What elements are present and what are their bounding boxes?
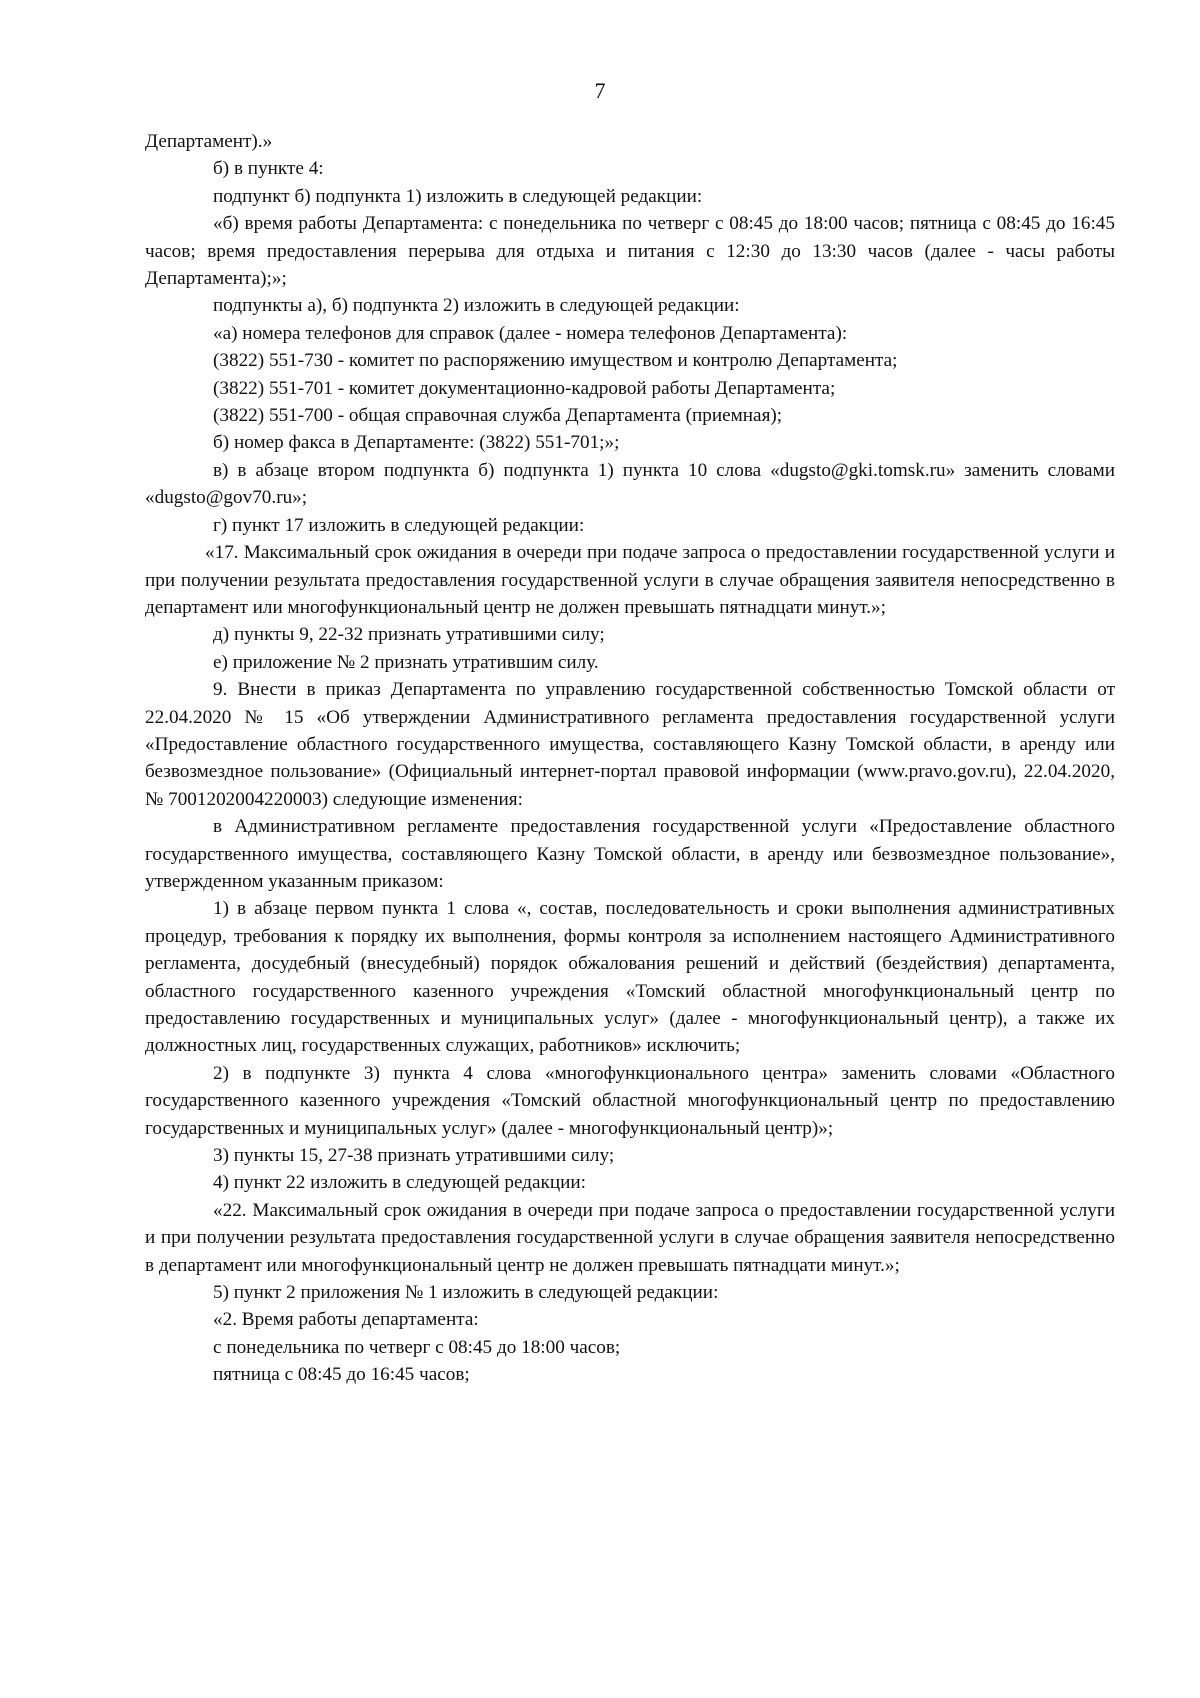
paragraph: (3822) 551-701 - комитет документационно-кадровой работы Департамента;	[213, 377, 836, 399]
paragraph: с понедельника по четверг с 08:45 до 18:00 часов;	[213, 1336, 621, 1358]
page-number: 7	[594, 78, 606, 103]
paragraph: (3822) 551-700 - общая справочная служба Департамента (приемная);	[213, 405, 783, 427]
paragraph: б) в пункте 4:	[213, 158, 324, 180]
paragraph: 2) в подпункте 3) пункта 4 слова «многофункционального центра» заменить словами «Областного государственного казенного учреждения «Томский областной многофункциональный центр по предоставлению государственных и муниципальных услуг» (далее - многофункциональный центр)»;	[145, 1062, 1115, 1139]
paragraph: Департамент).»	[145, 131, 273, 152]
paragraph: подпункт б) подпункта 1) изложить в следующей редакции:	[213, 185, 703, 207]
paragraph: 3) пункты 15, 27-38 признать утратившими силу;	[213, 1145, 615, 1167]
paragraph: 4) пункт 22 изложить в следующей редакции:	[213, 1172, 586, 1194]
paragraph: «17. Максимальный срок ожидания в очереди при подаче запроса о предоставлении государственной услуги и при получении результата предоставления государственной услуги в случае обращения заявителя непосредственно в департамент или многофункциональный центр не должен превышать пятнадцати минут.»;	[145, 542, 1115, 618]
paragraph: в) в абзаце втором подпункта б) подпункта 1) пункта 10 слова «dugsto@gki.tomsk.ru» заменить словами «dugsto@gov70.ru»;	[145, 459, 1115, 509]
paragraph: «б) время работы Департамента: с понедельника по четверг с 08:45 до 18:00 часов; пятница с 08:45 до 16:45 часов; время предоставления перерыва для отдыха и питания с 12:30 до 13:30 часов (далее - часы работы Департамента);»;	[145, 213, 1115, 290]
paragraph: в Административном регламенте предоставления государственной услуги «Предоставление областного государственного имущества, составляющего Казну Томской области, в аренду или безвозмездное пользование», утвержденном указанным приказом:	[145, 816, 1115, 892]
paragraph: б) номер факса в Департаменте: (3822) 551-701;»;	[213, 432, 620, 454]
paragraph: пятница с 08:45 до 16:45 часов;	[213, 1364, 470, 1386]
paragraph: д) пункты 9, 22-32 признать утратившими силу;	[213, 624, 605, 646]
paragraph: 1) в абзаце первом пункта 1 слова «, состав, последовательность и сроки выполнения административных процедур, требования к порядку их выполнения, формы контроля за исполнением настоящего Административного регламента, досудебный (внесудебный) порядок обжалования решений и действий (бездействия) департамента, областного государственного казенного учреждения «Томский областной многофункциональный центр по предоставлению государственных и муниципальных услуг» (далее - многофункциональный центр), а также их должностных лиц, государственных служащих, работников» исключить;	[145, 898, 1115, 1057]
paragraph: 5) пункт 2 приложения № 1 изложить в следующей редакции:	[213, 1282, 719, 1304]
paragraph: (3822) 551-730 - комитет по распоряжению имуществом и контролю Департамента;	[213, 350, 898, 372]
paragraph: подпункты а), б) подпункта 2) изложить в следующей редакции:	[213, 295, 740, 317]
paragraph: «2. Время работы департамента:	[213, 1309, 479, 1331]
paragraph: «22. Максимальный срок ожидания в очереди при подаче запроса о предоставлении государственной услуги и при получении результата предоставления государственной услуги в случае обращения заявителя непосредственно в департамент или многофункциональный центр не должен превышать пятнадцати минут.»;	[145, 1199, 1115, 1276]
document-body	[145, 128, 1115, 1389]
paragraph: 9. Внести в приказ Департамента по управлению государственной собственностью Томской области от 22.04.2020 № 15 «Об утверждении Административного регламента предоставления государственной услуги «Предоставление областного государственного имущества, составляющего Казну Томской области, в аренду или безвозмездное пользование» (Официальный интернет-портал правовой информации (www.pravo.gov.ru), 22.04.2020, № 7001202004220003) следующие изменения:	[145, 679, 1115, 810]
paragraph: «а) номера телефонов для справок (далее - номера телефонов Департамента):	[213, 322, 848, 344]
paragraph: г) пункт 17 изложить в следующей редакции:	[213, 514, 585, 536]
paragraph: е) приложение № 2 признать утратившим силу.	[213, 651, 599, 673]
